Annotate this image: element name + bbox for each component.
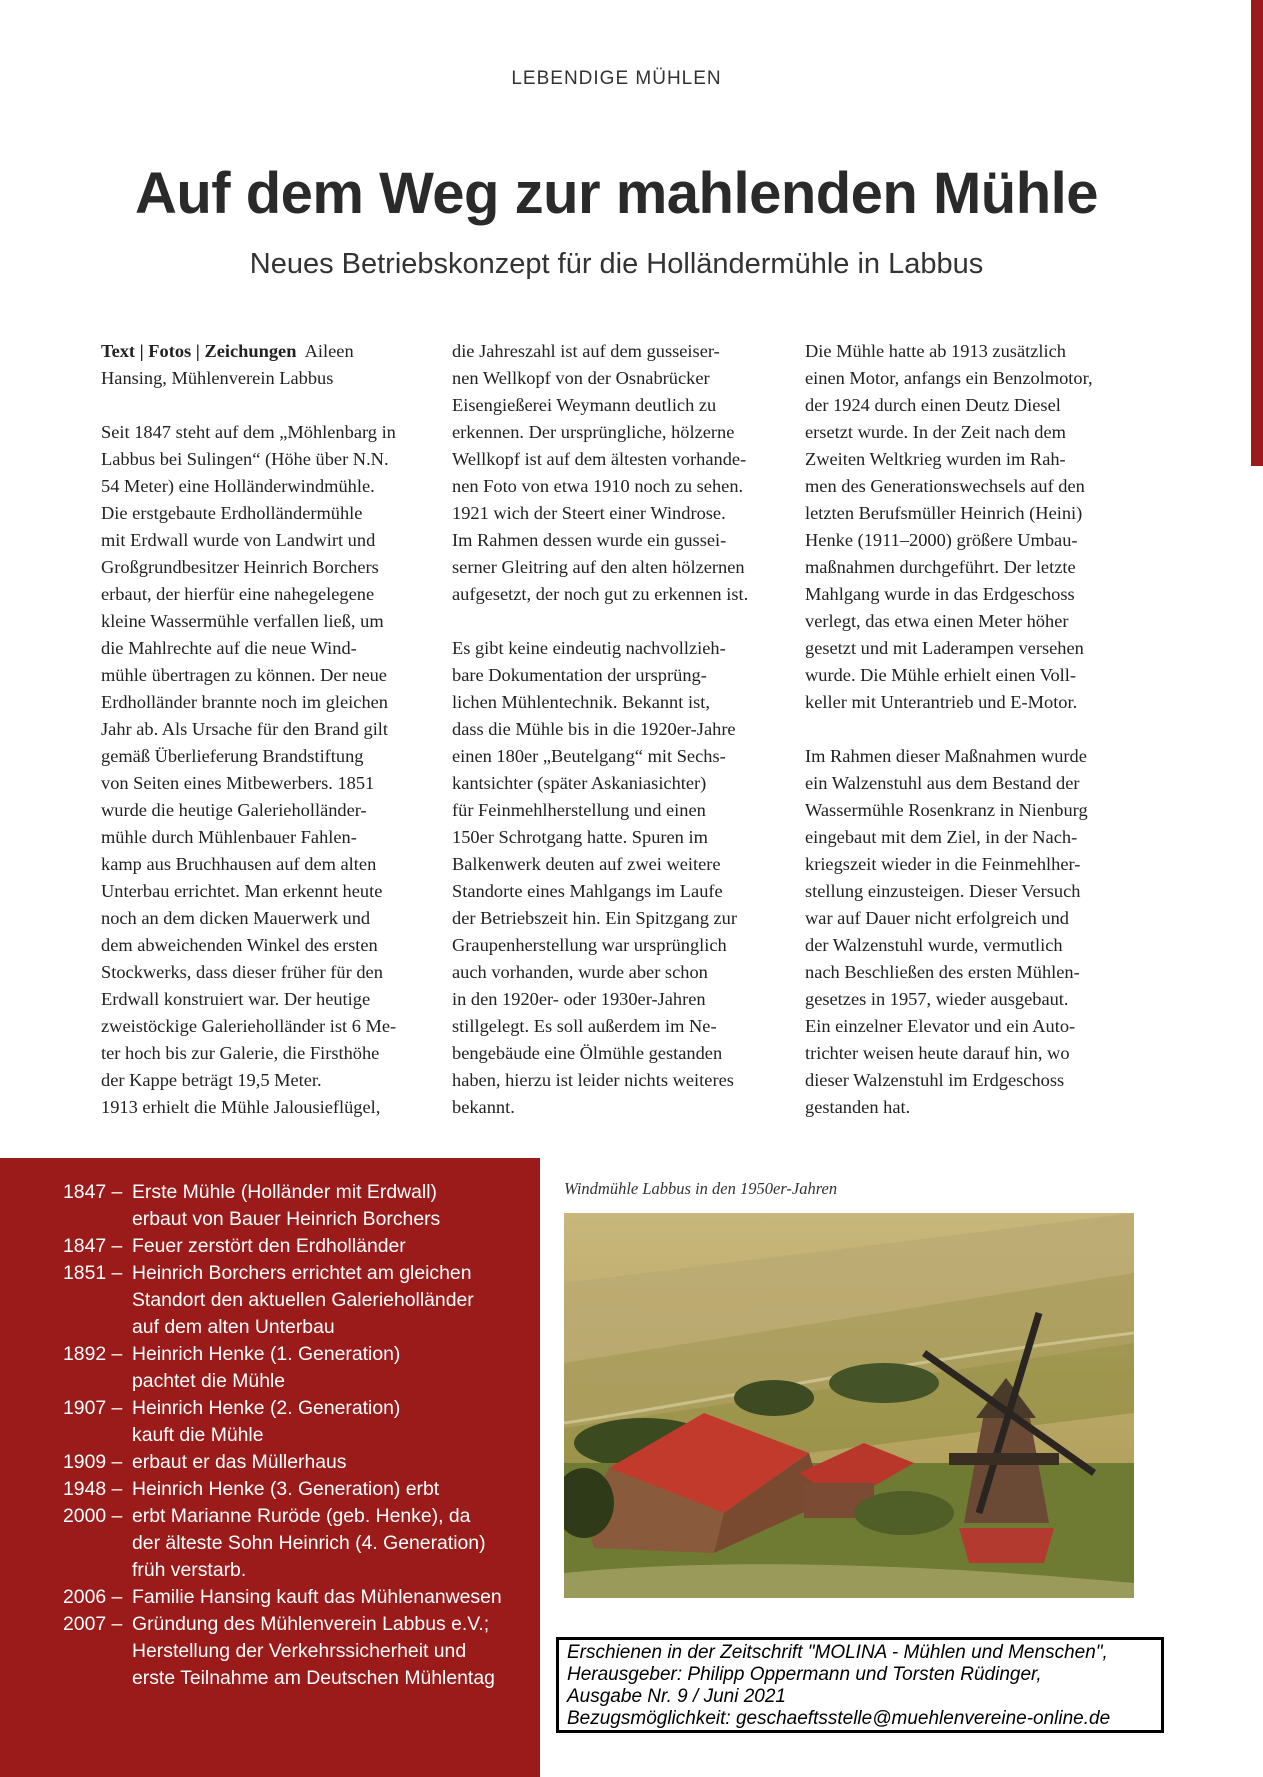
body-text-line: Die erstgebaute Erdholländermühle xyxy=(101,503,363,523)
body-text-line: gesetzt und mit Laderampen versehen xyxy=(805,638,1084,658)
timeline-text-line: Herstellung der Verkehrssicherheit und xyxy=(132,1640,467,1662)
body-text-line: Jahr ab. Als Ursache für den Brand gilt xyxy=(101,719,389,739)
body-text-line: ein Walzenstuhl aus dem Bestand der xyxy=(805,773,1080,793)
timeline-text xyxy=(132,1341,532,1395)
body-text-line: serner Gleitring auf den alten hölzernen xyxy=(452,557,745,577)
timeline-list xyxy=(63,1179,532,1692)
timeline-year: 1847 – xyxy=(63,1235,123,1257)
body-text-line: 150er Schrotgang hatte. Spuren im xyxy=(452,827,708,847)
body-text-line: 54 Meter) eine Holländerwindmühle. xyxy=(101,476,375,496)
body-text-line: Im Rahmen dessen wurde ein gussei- xyxy=(452,530,727,550)
timeline-entry xyxy=(63,1503,532,1584)
text-column-3 xyxy=(805,338,1145,1121)
body-text-line: gesetzes in 1957, wieder ausgebaut. xyxy=(805,989,1069,1009)
body-text-line: verlegt, das etwa einen Meter höher xyxy=(805,611,1069,631)
timeline-text xyxy=(132,1179,532,1233)
body-text-line: einen 180er „Beutelgang“ mit Sechs- xyxy=(452,746,726,766)
body-text-line: Henke (1911–2000) größere Umbau- xyxy=(805,530,1078,550)
timeline-text xyxy=(132,1449,532,1476)
text-column-1 xyxy=(101,338,441,1121)
body-text-line: dieser Walzenstuhl im Erdgeschoss xyxy=(805,1070,1065,1090)
article-subtitle: Neues Betriebskonzept für die Holländermühle in Labbus xyxy=(249,248,984,280)
section-kicker: LEBENDIGE MÜHLEN xyxy=(511,68,722,89)
article-title: Auf dem Weg zur mahlenden Mühle xyxy=(134,161,1099,226)
body-text-line: Seit 1847 steht auf dem „Möhlenbarg in xyxy=(101,422,396,442)
timeline-text-line: erbaut von Bauer Heinrich Borchers xyxy=(132,1208,441,1230)
body-text-line: bengebäude eine Ölmühle gestanden xyxy=(452,1043,723,1063)
body-text-line: eingebaut mit dem Ziel, in der Nach- xyxy=(805,827,1078,847)
body-text-line: mühle durch Mühlenbauer Fahlen- xyxy=(101,827,357,847)
body-text-line: letzten Berufsmüller Heinrich (Heini) xyxy=(805,503,1083,523)
body-text-line: Wassermühle Rosenkranz in Nienburg xyxy=(805,800,1088,820)
body-text-line: der 1924 durch einen Deutz Diesel xyxy=(805,395,1061,415)
timeline-text-line: auf dem alten Unterbau xyxy=(132,1316,335,1338)
body-text-line: zweistöckige Galerieholländer ist 6 Me- xyxy=(101,1016,397,1036)
body-text-line: nen Wellkopf von der Osnabrücker xyxy=(452,368,710,388)
timeline-year: 1909 – xyxy=(63,1451,123,1473)
column-2-body xyxy=(452,338,792,1121)
timeline-year: 2007 – xyxy=(63,1613,123,1635)
timeline-text xyxy=(132,1584,532,1611)
body-text-line: der Walzenstuhl wurde, vermutlich xyxy=(805,935,1063,955)
timeline-year: 1948 – xyxy=(63,1478,123,1500)
timeline-text-line: Erste Mühle (Holländer mit Erdwall) xyxy=(132,1181,437,1203)
body-text-line: gestanden hat. xyxy=(805,1097,911,1117)
timeline-entry xyxy=(63,1584,532,1611)
timeline-text xyxy=(132,1233,532,1260)
publication-info-box xyxy=(556,1637,1164,1733)
windmill-photo-illustration xyxy=(564,1213,1134,1598)
body-text-line: men des Generationswechsels auf den xyxy=(805,476,1085,496)
body-text-line: kriegszeit wieder in die Feinmehlher- xyxy=(805,854,1081,874)
body-text-line: bekannt. xyxy=(452,1097,515,1117)
body-text-line: Die Mühle hatte ab 1913 zusätzlich xyxy=(805,341,1066,361)
timeline-text xyxy=(132,1611,532,1692)
body-text-line: aufgesetzt, der noch gut zu erkennen ist. xyxy=(452,584,749,604)
body-text-line: haben, hierzu ist leider nichts weiteres xyxy=(452,1070,734,1090)
body-text-line: der Betriebszeit hin. Ein Spitzgang zur xyxy=(452,908,737,928)
publication-line: Ausgabe Nr. 9 / Juni 2021 xyxy=(567,1686,786,1707)
body-text-line: gemäß Überlieferung Brandstiftung xyxy=(101,746,364,766)
body-text-line: dass die Mühle bis in die 1920er-Jahre xyxy=(452,719,736,739)
body-text-line: dem abweichenden Winkel des ersten xyxy=(101,935,378,955)
timeline-text-line: Heinrich Borchers errichtet am gleichen xyxy=(132,1262,472,1284)
body-text-line: in den 1920er- oder 1930er-Jahren xyxy=(452,989,706,1009)
body-text-line: Es gibt keine eindeutig nachvollzieh- xyxy=(452,638,726,658)
body-text-line: Im Rahmen dieser Maßnahmen wurde xyxy=(805,746,1087,766)
body-text-line: Mahlgang wurde in das Erdgeschoss xyxy=(805,584,1075,604)
body-text-line: 1921 wich der Steert einer Windrose. xyxy=(452,503,726,523)
body-text-line: Zweiten Weltkrieg wurden im Rah- xyxy=(805,449,1066,469)
timeline-text-line: erbaut er das Müllerhaus xyxy=(132,1451,347,1473)
timeline-text-line: kauft die Mühle xyxy=(132,1424,264,1446)
timeline-year: 1851 – xyxy=(63,1262,123,1284)
body-text-line: nach Beschließen des ersten Mühlen- xyxy=(805,962,1080,982)
timeline-year: 2006 – xyxy=(63,1586,123,1608)
body-text-line: Eisengießerei Weymann deutlich zu xyxy=(452,395,717,415)
text-column-2 xyxy=(452,338,792,1121)
column-3-body xyxy=(805,338,1145,1121)
timeline-entry xyxy=(63,1260,532,1341)
body-text-line: Erdholländer brannte noch im gleichen xyxy=(101,692,388,712)
body-text-line: stillgelegt. Es soll außerdem im Ne- xyxy=(452,1016,717,1036)
body-text-line: einen Motor, anfangs ein Benzolmotor, xyxy=(805,368,1093,388)
body-text-line: mühle übertragen zu können. Der neue xyxy=(101,665,387,685)
body-text-line: maßnahmen durchgeführt. Der letzte xyxy=(805,557,1076,577)
timeline-entry xyxy=(63,1341,532,1395)
body-text-line: Labbus bei Sulingen“ (Höhe über N.N. xyxy=(101,449,389,469)
body-text-line: für Feinmehlherstellung und einen xyxy=(452,800,706,820)
credits-name-second: Hansing, Mühlenverein Labbus xyxy=(101,368,334,388)
timeline-text-line: erbt Marianne Ruröde (geb. Henke), da xyxy=(132,1505,471,1527)
timeline-text-line: Gründung des Mühlenverein Labbus e.V.; xyxy=(132,1613,490,1635)
body-text-line: wurde. Die Mühle erhielt einen Voll- xyxy=(805,665,1077,685)
body-text-line: lichen Mühlentechnik. Bekannt ist, xyxy=(452,692,710,712)
body-text-line: ter hoch bis zur Galerie, die Firsthöhe xyxy=(101,1043,380,1063)
timeline-text-line: Feuer zerstört den Erdholländer xyxy=(132,1235,406,1257)
timeline-entry xyxy=(63,1179,532,1233)
credits-label: Text | Fotos | Zeichungen xyxy=(101,341,297,361)
photo-caption: Windmühle Labbus in den 1950er-Jahren xyxy=(564,1179,838,1198)
timeline-text-line: Heinrich Henke (1. Generation) xyxy=(132,1343,401,1365)
timeline-entry xyxy=(63,1395,532,1449)
timeline-text-line: Standort den aktuellen Galerieholländer xyxy=(132,1289,474,1311)
body-text-line: erkennen. Der ursprüngliche, hölzerne xyxy=(452,422,735,442)
timeline-year: 2000 – xyxy=(63,1505,123,1527)
timeline-text-line: erste Teilnahme am Deutschen Mühlentag xyxy=(132,1667,495,1689)
timeline-text-line: der älteste Sohn Heinrich (4. Generation) xyxy=(132,1532,486,1554)
body-text-line: wurde die heutige Galerieholländer- xyxy=(101,800,367,820)
body-text-line: von Seiten eines Mitbewerbers. 1851 xyxy=(101,773,375,793)
body-text-line: auch vorhanden, wurde aber schon xyxy=(452,962,708,982)
timeline-text-line: pachtet die Mühle xyxy=(132,1370,286,1392)
timeline-year: 1892 – xyxy=(63,1343,123,1365)
timeline-text-line: Heinrich Henke (3. Generation) erbt xyxy=(132,1478,440,1500)
body-text-line: Ein einzelner Elevator und ein Auto- xyxy=(805,1016,1076,1036)
body-text-line: nen Foto von etwa 1910 noch zu sehen. xyxy=(452,476,744,496)
body-text-line: Wellkopf ist auf dem ältesten vorhande- xyxy=(452,449,747,469)
body-text-line: erbaut, der hierfür eine nahegelegene xyxy=(101,584,375,604)
body-text-line: ersetzt wurde. In der Zeit nach dem xyxy=(805,422,1066,442)
body-text-line: 1913 erhielt die Mühle Jalousieflügel, xyxy=(101,1097,381,1117)
column-1-body xyxy=(101,419,441,1121)
body-text-line: Balkenwerk deuten auf zwei weitere xyxy=(452,854,721,874)
publication-line: Erschienen in der Zeitschrift "MOLINA - Mühlen und Menschen", xyxy=(567,1642,1108,1663)
body-text-line: der Kappe beträgt 19,5 Meter. xyxy=(101,1070,322,1090)
body-text-line: keller mit Unterantrieb und E-Motor. xyxy=(805,692,1078,712)
timeline-text xyxy=(132,1476,532,1503)
edge-accent-bar xyxy=(1251,0,1263,466)
publication-line: Herausgeber: Philipp Oppermann und Torsten Rüdinger, xyxy=(567,1664,1042,1685)
body-text-line: trichter weisen heute darauf hin, wo xyxy=(805,1043,1070,1063)
body-text-line: war auf Dauer nicht erfolgreich und xyxy=(805,908,1069,928)
body-text-line: die Mahlrechte auf die neue Wind- xyxy=(101,638,357,658)
windmill-photo xyxy=(564,1213,1134,1598)
body-text-line: kleine Wassermühle verfallen ließ, um xyxy=(101,611,384,631)
timeline-text-line: Familie Hansing kauft das Mühlenanwesen xyxy=(132,1586,502,1608)
timeline-text-line: früh verstarb. xyxy=(132,1559,247,1581)
body-text-line: Erdwall konstruiert war. Der heutige xyxy=(101,989,371,1009)
timeline-text xyxy=(132,1395,532,1449)
timeline-entry xyxy=(63,1233,532,1260)
timeline-text xyxy=(132,1503,532,1584)
timeline-year: 1847 – xyxy=(63,1181,123,1203)
body-text-line: Stockwerks, dass dieser früher für den xyxy=(101,962,383,982)
body-text-line: kantsichter (später Askaniasichter) xyxy=(452,773,707,793)
body-text-line: Großgrundbesitzer Heinrich Borchers xyxy=(101,557,379,577)
timeline-text xyxy=(132,1260,532,1341)
timeline-text-line: Heinrich Henke (2. Generation) xyxy=(132,1397,401,1419)
body-text-line: bare Dokumentation der ursprüng- xyxy=(452,665,707,685)
timeline-entry xyxy=(63,1449,532,1476)
body-text-line: die Jahreszahl ist auf dem gusseiser- xyxy=(452,341,720,361)
paragraph-gap xyxy=(805,716,1145,743)
credits-name-first: Aileen xyxy=(304,341,354,361)
body-text-line: Unterbau errichtet. Man erkennt heute xyxy=(101,881,383,901)
publication-line: Bezugsmöglichkeit: geschaeftsstelle@muehlenvereine-online.de xyxy=(567,1708,1111,1729)
body-text-line: Standorte eines Mahlgangs im Laufe xyxy=(452,881,723,901)
body-text-line: Graupenherstellung war ursprünglich xyxy=(452,935,727,955)
body-text-line: kamp aus Bruchhausen auf dem alten xyxy=(101,854,377,874)
paragraph-gap xyxy=(452,608,792,635)
body-text-line: mit Erdwall wurde von Landwirt und xyxy=(101,530,376,550)
timeline-entry xyxy=(63,1476,532,1503)
body-text-line: stellung einzusteigen. Dieser Versuch xyxy=(805,881,1081,901)
timeline-year: 1907 – xyxy=(63,1397,123,1419)
timeline-entry xyxy=(63,1611,532,1692)
credits-line xyxy=(101,338,441,392)
body-text-line: noch an dem dicken Mauerwerk und xyxy=(101,908,371,928)
